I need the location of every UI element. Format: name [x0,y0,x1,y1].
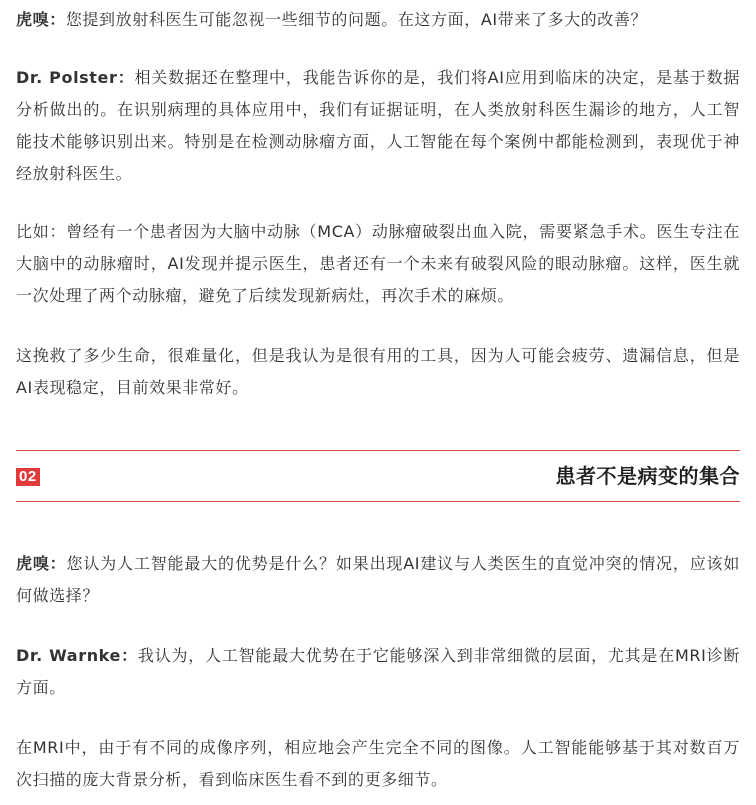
paragraph-text: 比如：曾经有一个患者因为大脑中动脉（MCA）动脉瘤破裂出血入院，需要紧急手术。医生专注在大脑中的动脉瘤时，AI发现并提示医生，患者还有一个未来有破裂风险的眼动脉瘤。这样，医生就一次处理了两个动脉瘤，避免了后续发现新病灶，再次手术的麻烦。 [16,222,740,305]
paragraph-text: 我认为，人工智能最大优势在于它能够深入到非常细微的层面，尤其是在MRI诊断方面。 [16,646,741,697]
paragraph-text: 您认为人工智能最大的优势是什么？如果出现AI建议与人类医生的直觉冲突的情况，应该如何做选择？ [16,554,740,605]
paragraph-example [16,216,740,312]
paragraph-answer-2 [16,640,740,704]
speaker-label: 虎嗅： [16,10,66,29]
paragraph-text: 这挽救了多少生命，很难量化，但是我认为是很有用的工具，因为人可能会疲劳、遗漏信息，但是AI表现稳定，目前效果非常好。 [16,346,740,397]
paragraph-question-2 [16,548,740,612]
section-title: 患者不是病变的集合 [555,464,740,488]
speaker-label: 虎嗅： [16,554,67,573]
section-number-badge: 02 [16,468,40,486]
paragraph-question-1 [16,4,740,36]
paragraph-text: 您提到放射科医生可能忽视一些细节的问题。在这方面，AI带来了多大的改善？ [65,10,648,29]
paragraph-mri [16,732,740,796]
speaker-label: Dr. Warnke： [16,646,138,665]
paragraph-text: 在MRI中，由于有不同的成像序列，相应地会产生完全不同的图像。人工智能能够基于其对数百万次扫描的庞大背景分析，看到临床医生看不到的更多细节。 [16,738,740,789]
paragraph-conclusion [16,340,740,404]
section-header [16,450,740,502]
paragraph-text: 相关数据还在整理中，我能告诉你的是，我们将AI应用到临床的决定，是基于数据分析做出的。在识别病理的具体应用中，我们有证据证明，在人类放射科医生漏诊的地方，人工智能技术能够识别出来。特别是在检测动脉瘤方面，人工智能在每个案例中都能检测到，表现优于神经放射科医生。 [16,68,740,183]
paragraph-answer-1 [16,62,740,190]
speaker-label: Dr. Polster： [16,68,135,87]
